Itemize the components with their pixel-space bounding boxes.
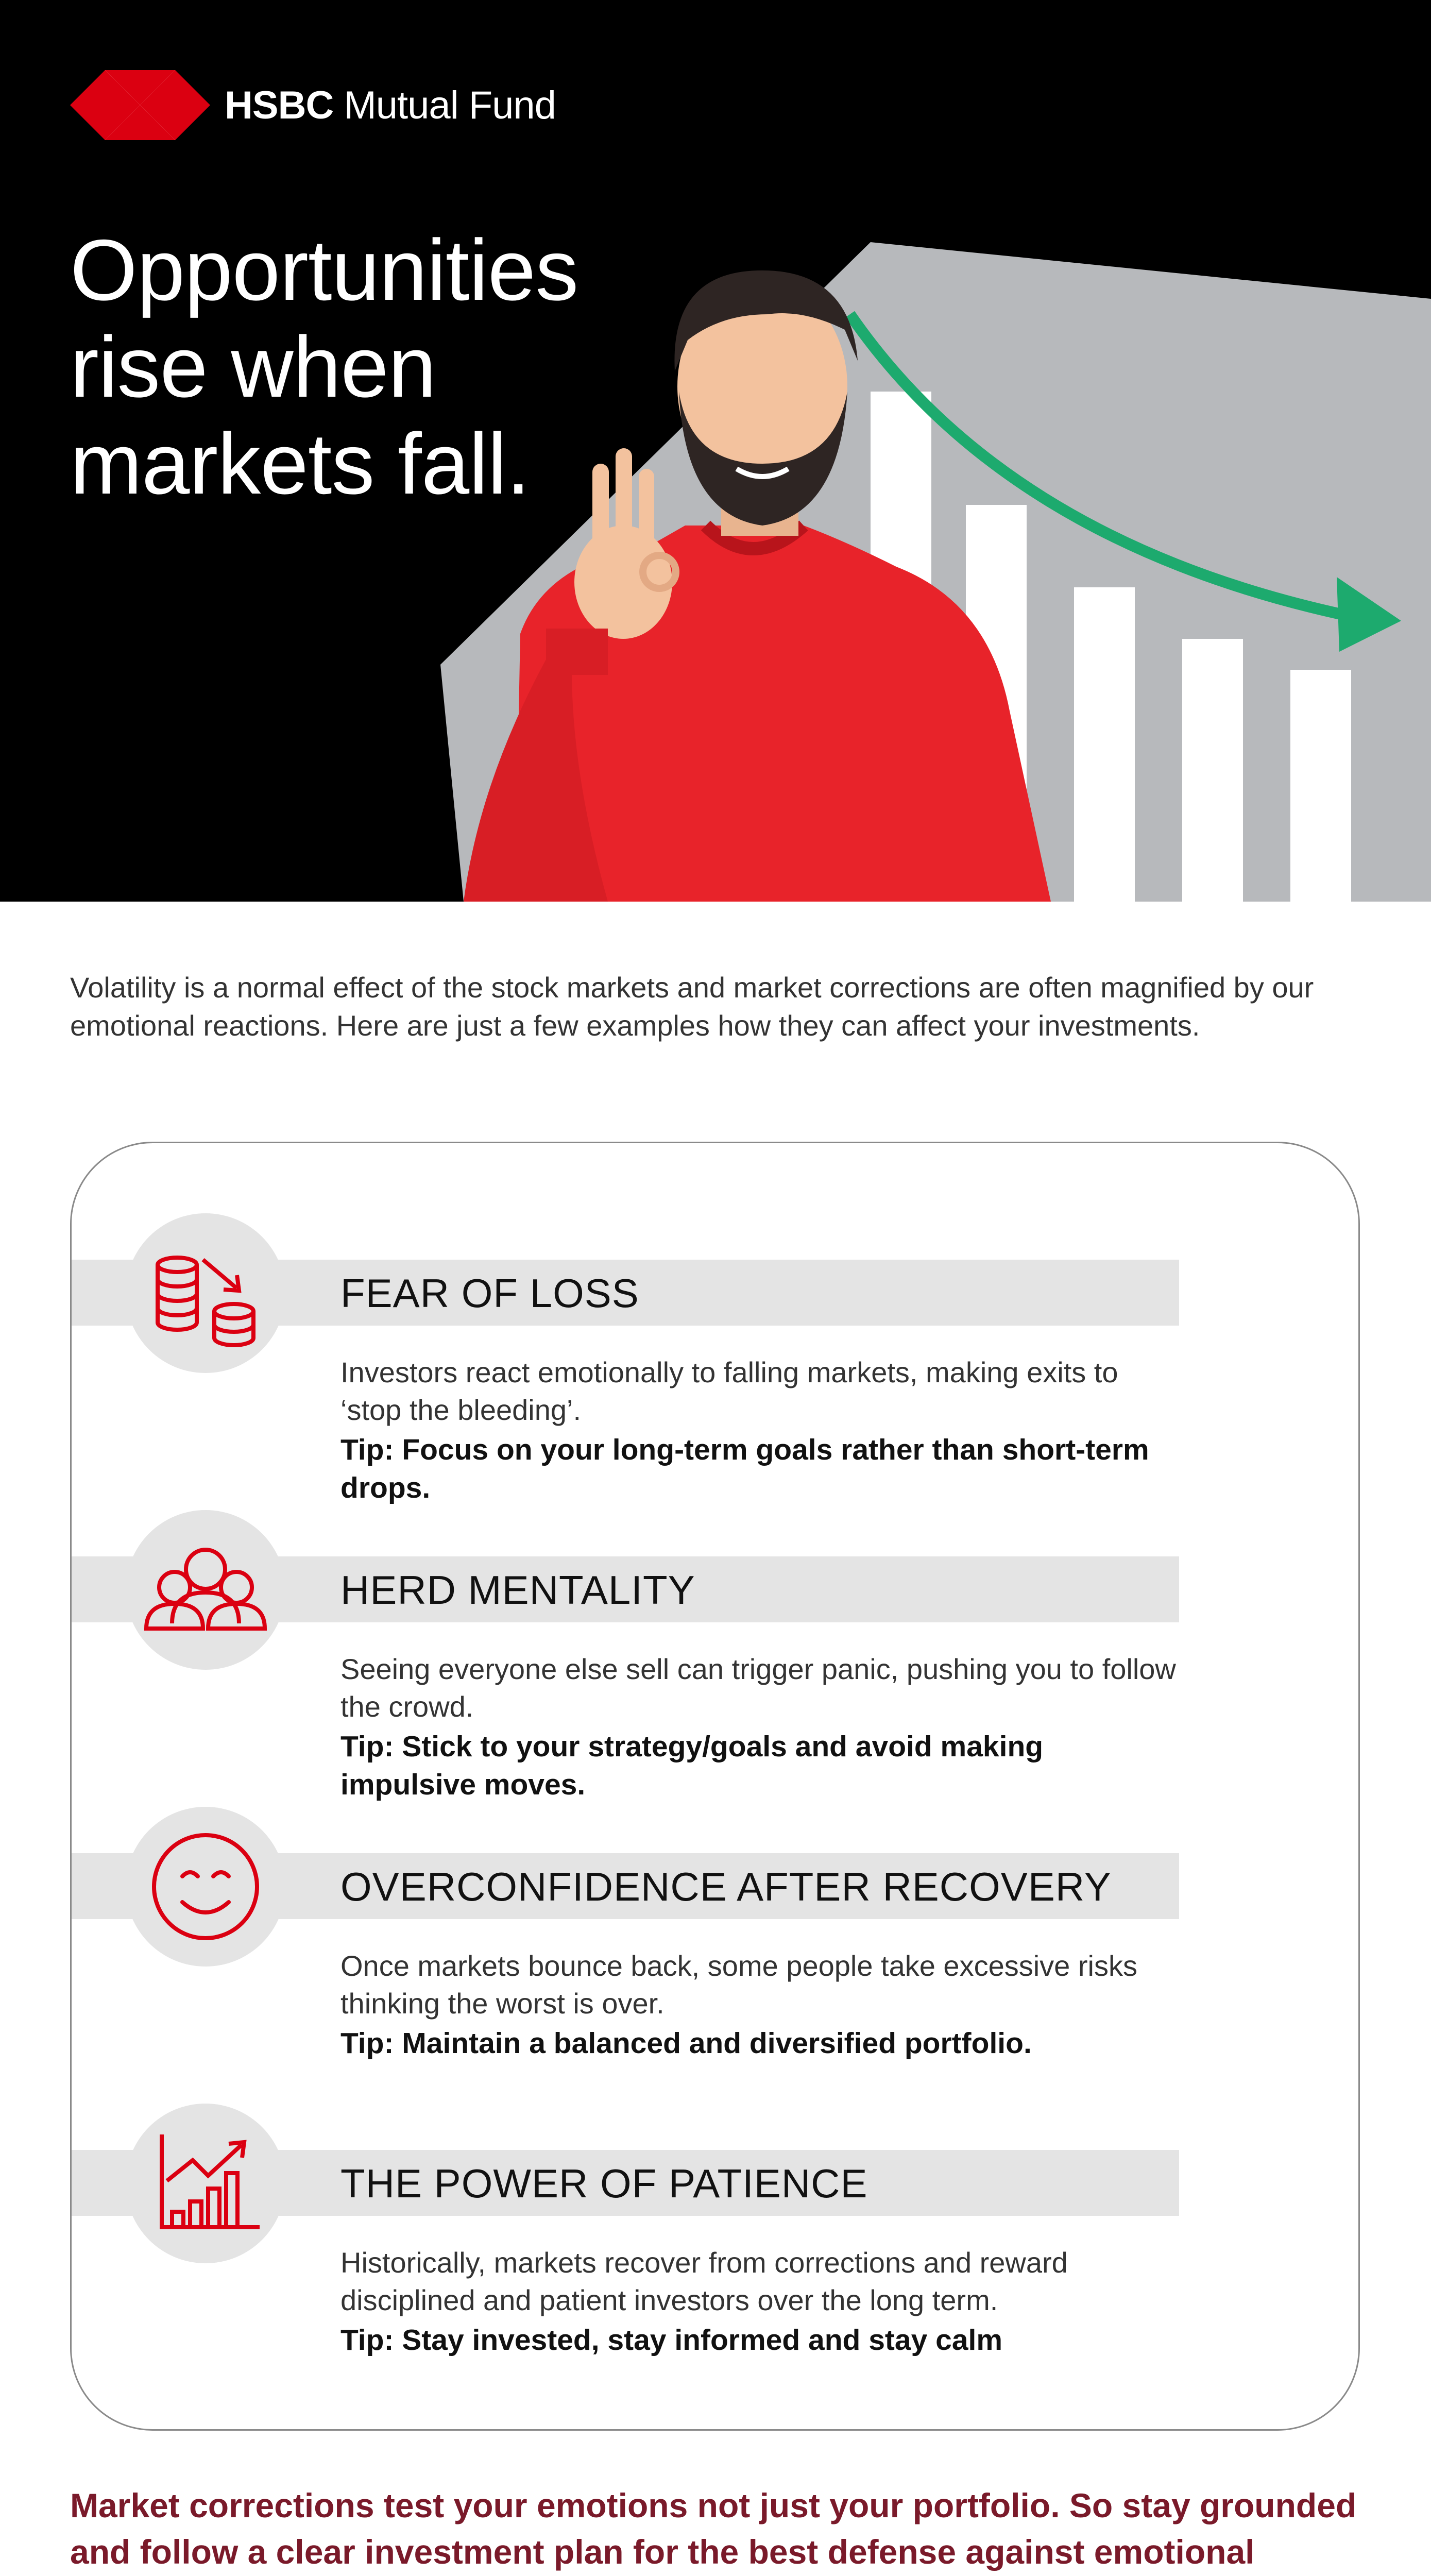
section-fear-of-loss (72, 1213, 1361, 1502)
smiley-face-icon (126, 1807, 285, 1967)
section-description: Seeing everyone else sell can trigger panic, pushing you to follow the crowd. (340, 1653, 1176, 1723)
headline-line: Opportunities (70, 222, 578, 318)
section-title: OVERCONFIDENCE AFTER RECOVERY (340, 1864, 1112, 1909)
people-group-icon (126, 1510, 285, 1670)
section-title: HERD MENTALITY (340, 1567, 695, 1613)
coins-falling-icon (126, 1213, 285, 1373)
section-power-of-patience (72, 2104, 1361, 2392)
hsbc-logo[interactable] (70, 70, 556, 140)
section-tip: Tip: Stick to your strategy/goals and avoid making impulsive moves. (340, 1730, 1044, 1801)
headline-line: markets fall. (70, 415, 530, 512)
section-title: THE POWER OF PATIENCE (340, 2161, 868, 2206)
headline-line: rise when (70, 318, 436, 415)
intro-text: Volatility is a normal effect of the stock markets and market corrections are often magnified by our emotional reactions. Here are just a few examples how they can affect your investments. (70, 971, 1314, 1042)
section-description: Historically, markets recover from corrections and reward disciplined and patient investors over the long term. (340, 2246, 1068, 2316)
section-tip: Tip: Stay invested, stay informed and stay calm (340, 2324, 1003, 2357)
section-overconfidence (72, 1807, 1361, 2095)
brand-name: HSBC Mutual Fund (225, 83, 556, 127)
page-headline (70, 222, 637, 512)
closing-message: Market corrections test your emotions not just your portfolio. So stay grounded and follow a clear investment plan for the best defense against emotional (70, 2486, 1357, 2571)
section-title: FEAR OF LOSS (340, 1270, 639, 1316)
growth-chart-icon (126, 2104, 285, 2263)
section-herd-mentality (72, 1510, 1361, 1799)
section-tip: Tip: Maintain a balanced and diversified portfolio. (340, 2027, 1032, 2060)
behavior-card (70, 1142, 1360, 2431)
hsbc-hexagon-icon (70, 70, 210, 140)
section-tip: Tip: Focus on your long-term goals rather than short-term drops. (340, 1433, 1149, 1504)
hero-banner (0, 0, 1431, 902)
section-description: Once markets bounce back, some people take excessive risks thinking the worst is over. (340, 1950, 1137, 2020)
section-description: Investors react emotionally to falling markets, making exits to ‘stop the bleeding’. (340, 1356, 1118, 1426)
